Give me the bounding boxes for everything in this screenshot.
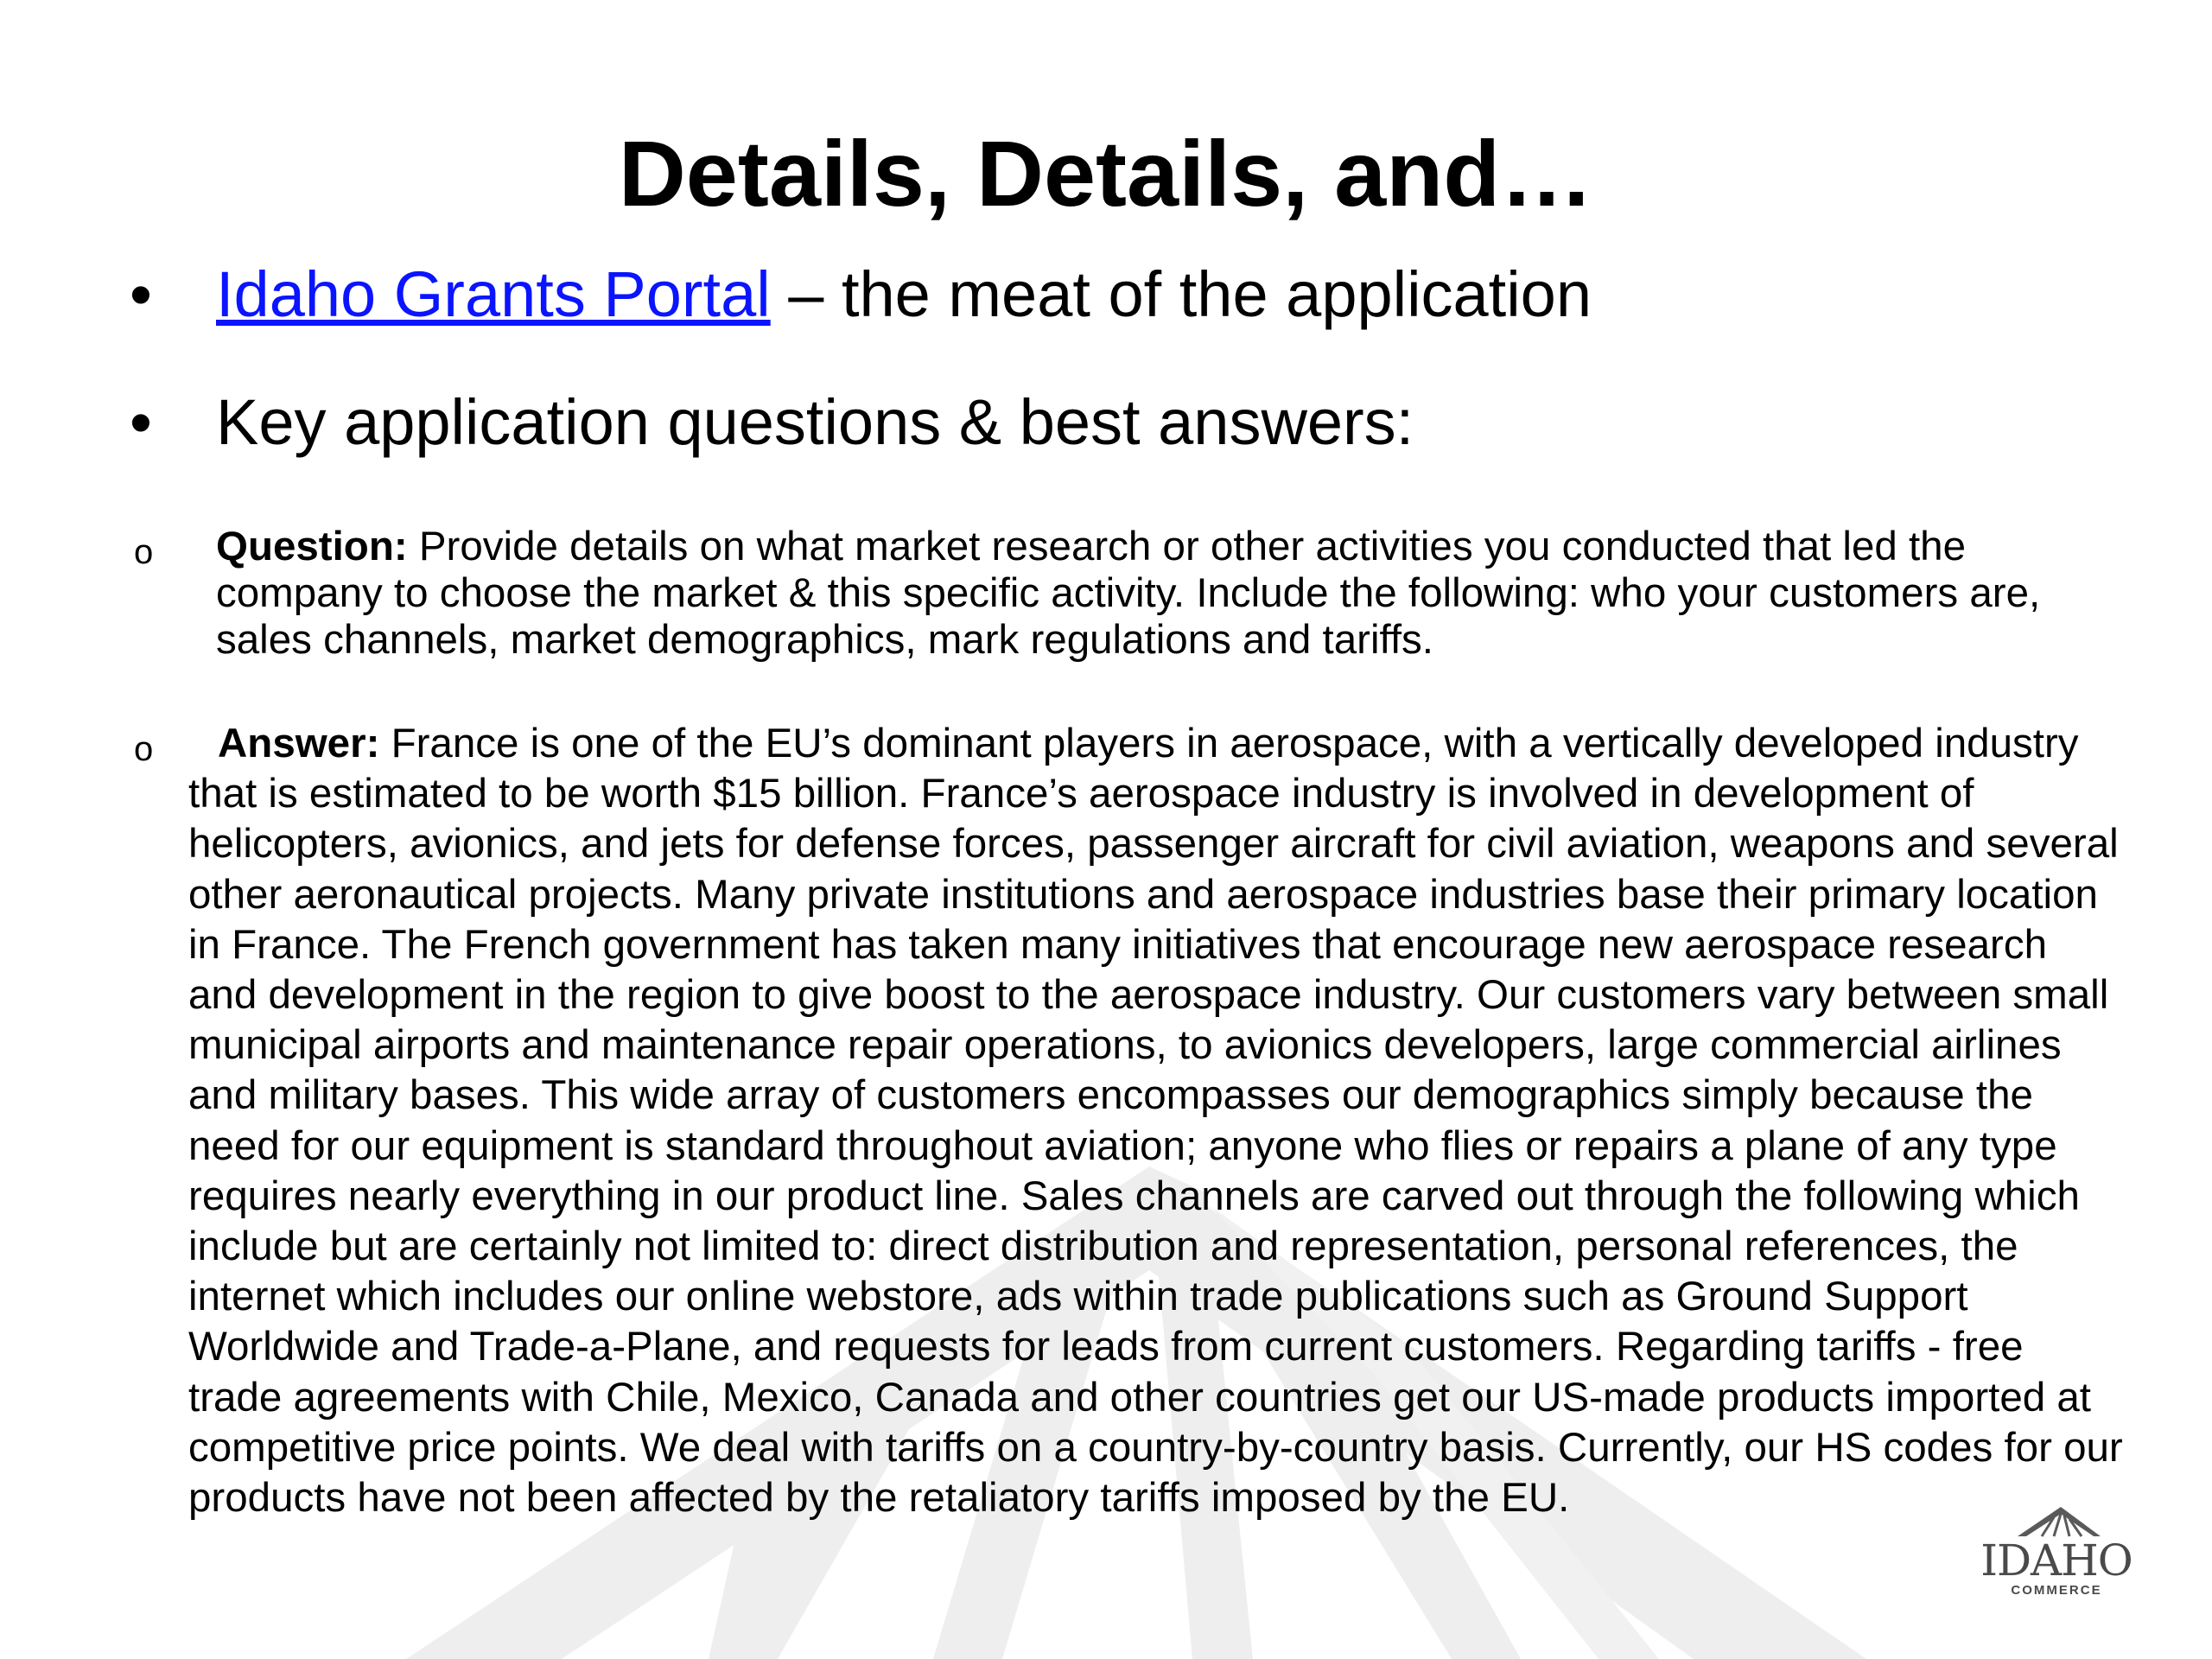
answer-body: France is one of the EU’s dominant players in aerospace, with a vertically developed industry that is estimated to be worth $15 billion. France’s aerospace industry is involved in development of helicopters, avionics, and jets for defense forces, passenger aircraft for civil aviation, weapons and several other aeronautical projects. Many private institutions and aerospace industries base their primary location in France. The French government has taken many initiatives that encourage new aerospace research and development in the region to give boost to the aerospace industry. Our customers vary between small municipal airports and maintenance repair operations, to avionics developers, large commercial airlines and military bases. This wide array of customers encompasses our demographics simply because the need for our equipment is standard throughout aviation; anyone who flies or repairs a plane of any type requires nearly everything in our product line. Sales channels are carved out through the following which include but are certainly not limited to: direct distribution and representation, personal references, the internet which includes our online webstore, ads within trade publications such as Ground Support Worldwide and Trade-a-Plane, and requests for leads from current customers. Regarding tariffs - free trade agreements with Chile, Mexico, Canada and other countries get our US-made products imported at competitive price points. We deal with tariffs on a country-by-country basis. Currently, our HS codes for our products have not been affected by the retaliatory tariffs imposed by the EU. [188,721,2123,1522]
bullet-text: Key application questions & best answers: [216,386,1414,458]
question-marker: o [134,533,154,571]
logo-subtitle: COMMERCE [2011,1583,2102,1598]
bullet-marker: • [130,258,152,330]
bullet-marker: • [130,386,152,458]
answer-text [188,719,2124,1523]
question-text [216,524,2082,664]
slide-title: Details, Details, and… [618,121,1594,226]
bullet-text-rest: – the meat of the application [770,258,1592,330]
logo-wordmark: IDAHO [1980,1535,2133,1586]
idaho-commerce-logo [1970,1503,2143,1607]
bullet-text [216,256,1592,334]
question-body: Provide details on what market research or other activities you conducted that led the company to choose the market & this specific activity. Include the following: who your customers are, sales channels, market demographics, mark regulations and tariffs. [216,524,2041,663]
question-label: Question: [216,524,408,569]
mountain-logo-icon [2009,1503,2104,1538]
answer-label: Answer: [218,721,380,766]
answer-marker: o [134,730,154,768]
idaho-grants-portal-link[interactable]: Idaho Grants Portal [216,258,771,330]
